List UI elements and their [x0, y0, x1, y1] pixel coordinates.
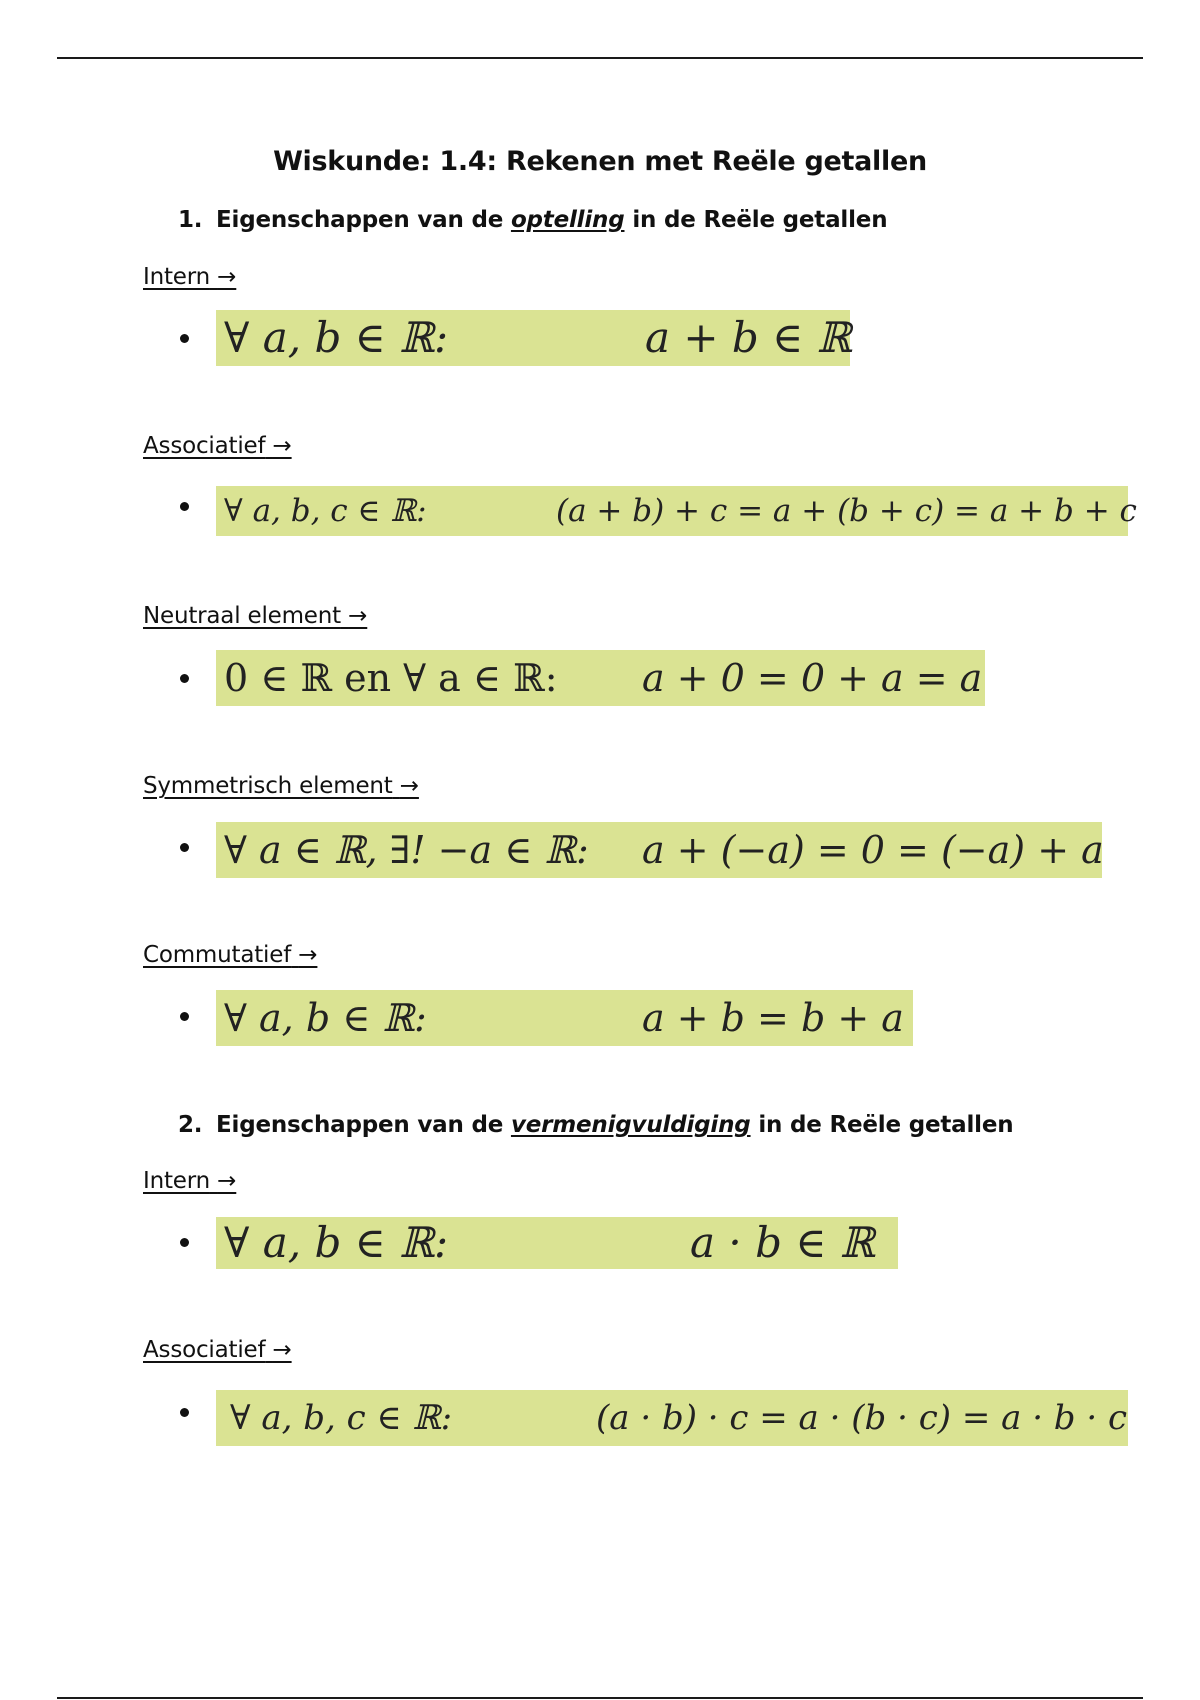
arrow-right-icon: → — [272, 1337, 292, 1363]
section-emphasis: vermenigvuldiging — [510, 1112, 751, 1138]
formula-quantifier: ∀ a, b ∈ ℝ: — [224, 313, 449, 362]
property-label-text: Associatief — [143, 433, 266, 459]
property-label-text: Commutatief — [143, 942, 292, 968]
formula-symmetric-element — [216, 822, 1102, 878]
property-label-commutative — [143, 942, 317, 968]
formula-commutative — [216, 990, 913, 1046]
section-heading-multiplication — [178, 1112, 1013, 1138]
arrow-right-icon: → — [298, 942, 318, 968]
arrow-right-icon: → — [399, 773, 419, 799]
formula-expression: (a · b) · c = a · (b · c) = a · b · c — [596, 1398, 1128, 1438]
property-label-intern-multiplication — [143, 1168, 236, 1194]
section-text-before: Eigenschappen van de — [216, 207, 504, 233]
section-number: 2. — [178, 1112, 203, 1138]
bullet-icon — [180, 334, 189, 343]
formula-quantifier: ∀ a, b ∈ ℝ: — [224, 996, 427, 1040]
formula-quantifier: ∀ a ∈ ℝ, ∃! −a ∈ ℝ: — [224, 828, 589, 872]
formula-expression: a + b = b + a — [642, 996, 904, 1040]
bullet-icon — [180, 1012, 189, 1021]
formula-quantifier: ∀ a, b, c ∈ ℝ: — [230, 1398, 453, 1438]
formula-associative-addition — [216, 486, 1137, 536]
bullet-icon — [180, 1408, 189, 1417]
arrow-right-icon: → — [217, 264, 237, 290]
property-label-associative-multiplication — [143, 1337, 292, 1363]
section-emphasis: optelling — [510, 207, 625, 233]
property-label-text: Neutraal element — [143, 603, 341, 629]
formula-quantifier: ∀ a, b ∈ ℝ: — [224, 1218, 449, 1267]
property-label-text: Intern — [143, 264, 210, 290]
arrow-right-icon: → — [272, 433, 292, 459]
bullet-icon — [180, 1238, 189, 1247]
property-label-text: Symmetrisch element — [143, 773, 393, 799]
bullet-icon — [180, 502, 189, 511]
formula-expression: a · b ∈ ℝ — [690, 1218, 875, 1267]
bullet-icon — [180, 674, 189, 683]
bullet-icon — [180, 843, 189, 852]
arrow-right-icon: → — [348, 603, 368, 629]
formula-expression: a + b ∈ ℝ — [645, 313, 852, 362]
formula-intern-multiplication — [216, 1217, 898, 1269]
property-label-text: Intern — [143, 1168, 210, 1194]
formula-expression: (a + b) + c = a + (b + c) = a + b + c — [556, 493, 1137, 529]
formula-quantifier: ∀ a, b, c ∈ ℝ: — [224, 493, 427, 529]
top-rule — [57, 57, 1143, 59]
formula-intern-addition — [216, 310, 850, 366]
property-label-text: Associatief — [143, 1337, 266, 1363]
page-title: Wiskunde: 1.4: Rekenen met Reële getallen — [273, 146, 927, 177]
section-text-before: Eigenschappen van de — [216, 1112, 504, 1138]
formula-quantifier: 0 ∈ ℝ en ∀ a ∈ ℝ: — [224, 656, 558, 700]
property-label-associative-addition — [143, 433, 292, 459]
formula-expression: a + 0 = 0 + a = a — [642, 656, 983, 700]
property-label-symmetric-element — [143, 773, 419, 799]
formula-expression: a + (−a) = 0 = (−a) + a — [642, 828, 1104, 872]
section-heading-addition — [178, 207, 887, 233]
property-label-neutral-element — [143, 603, 367, 629]
section-text-after: in de Reële getallen — [632, 207, 888, 233]
arrow-right-icon: → — [217, 1168, 237, 1194]
bottom-rule — [57, 1697, 1143, 1699]
section-number: 1. — [178, 207, 203, 233]
section-text-after: in de Reële getallen — [758, 1112, 1014, 1138]
formula-associative-multiplication — [216, 1390, 1128, 1446]
property-label-intern-addition — [143, 264, 236, 290]
formula-neutral-element — [216, 650, 985, 706]
